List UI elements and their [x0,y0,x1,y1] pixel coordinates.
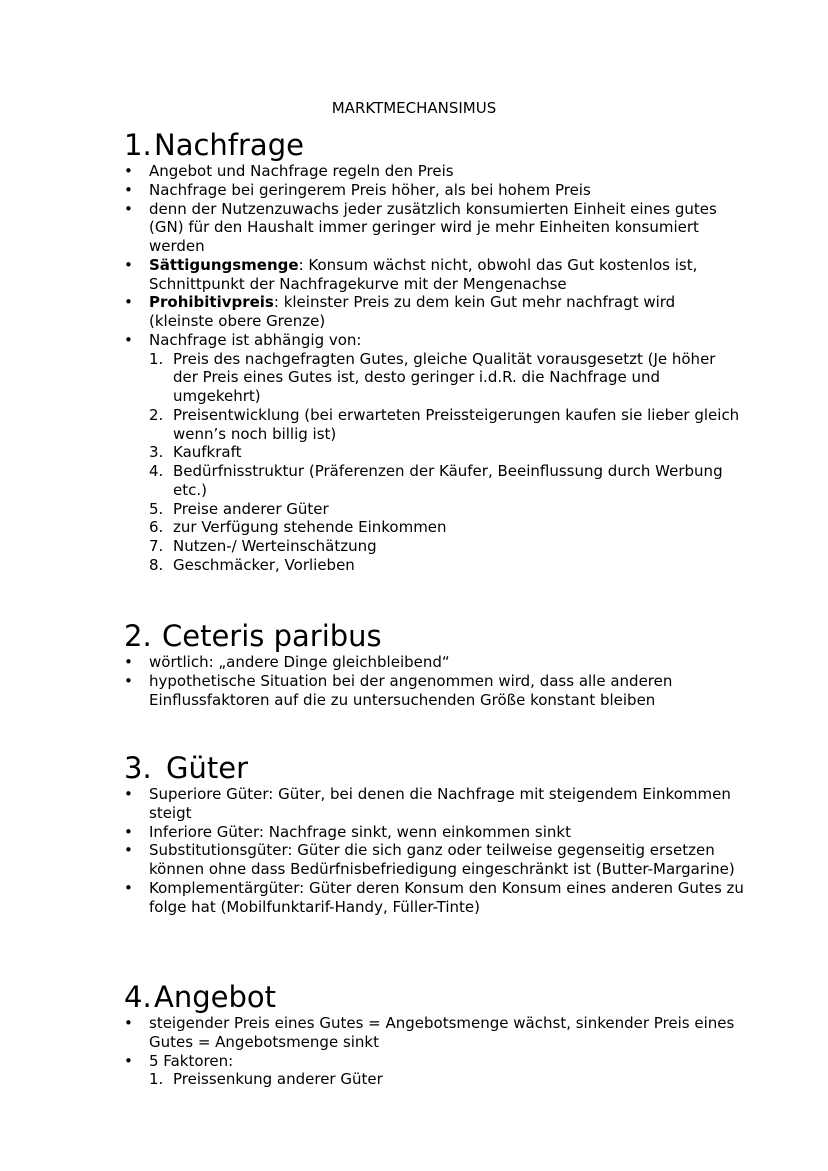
numbered-item: 7. Nutzen-/ Werteinschätzung [149,537,377,555]
list-item: • Komplementärgüter: Güter deren Konsum den Konsum eines anderen Gutes zu folge hat (Mobilfunktarif-Handy, Füller-Tinte) [124,879,744,917]
list-item: • denn der Nutzenzuwachs jeder zusätzlich konsumierten Einheit eines gutes (GN) für den Haushalt immer geringer wird je mehr Einheiten konsumiert werden [124,200,744,256]
numbered-item: 6. zur Verfügung stehende Einkommen [149,518,447,537]
section-heading: 2. Ceteris paribus [124,619,382,653]
numbered-item: 2. Preisentwicklung (bei erwarteten Preissteigerungen kaufen sie lieber gleich wenn’s noch billig ist) [149,405,740,443]
section-heading: 3. Güter [124,751,248,785]
list-item: • Prohibitivpreis: kleinster Preis zu dem kein Gut mehr nachfragt wird (kleinste obere Grenze) [124,293,744,331]
section-ceteris-paribus [124,619,744,709]
list-item: • Sättigungsmenge: Konsum wächst nicht, obwohl das Gut kostenlos ist, Schnittpunkt der Nachfragekurve mit der Mengenachse [124,256,744,294]
document-title: MARKTMECHANSIMUS [331,99,497,117]
list-item: • Nachfrage ist abhängig von: 1. Preis des nachgefragten Gutes, gleiche Qualität vorausgesetzt (Je höher der Preis eines Gutes ist, desto geringer i.d.R. die Nachfrage und umgekehrt) 2. Preisentwicklung (bei erwarteten Preissteigerungen kaufen sie lieber gleich wenn’s noch billig ist) 3. Kaufkraft 4. Bedürfnisstruktur (Präferenzen der Käufer, Beeinflussung durch Werbung etc.) 5. Preise anderer Güter 6. zur Verfügung stehende Einkommen 7. Nutzen-/ Werteinschätzung 8. Geschmäcker, Vorlieben [124,331,744,575]
section-gueter [124,751,744,916]
numbered-item: 3. Kaufkraft [149,443,242,462]
list-item: • Inferiore Güter: Nachfrage sinkt, wenn einkommen sinkt [124,823,744,842]
list-item: • wörtlich: „andere Dinge gleichbleibend“ [124,653,744,672]
section-nachfrage [124,128,744,575]
bullet-list [124,785,744,916]
bullet-list [124,653,744,709]
section-angebot [124,980,744,1089]
list-item: • 5 Faktoren: 1. Preissenkung anderer Güter [124,1052,744,1090]
bullet-list [124,162,744,575]
section-heading: 4.Angebot [124,980,276,1014]
list-item: • Superiore Güter: Güter, bei denen die Nachfrage mit steigendem Einkommen steigt [124,785,744,823]
numbered-list [149,350,744,575]
list-item: • hypothetische Situation bei der angenommen wird, dass alle anderen Einflussfaktoren auf die zu untersuchenden Größe konstant bleiben [124,672,744,710]
bullet-list [124,1014,744,1089]
list-item: • Nachfrage bei geringerem Preis höher, als bei hohem Preis [124,181,744,200]
numbered-item: 4. Bedürfnisstruktur (Präferenzen der Käufer, Beeinflussung durch Werbung etc.) [149,462,723,499]
numbered-list [149,1070,744,1089]
numbered-item: 5. Preise anderer Güter [149,499,329,518]
numbered-item: 1. Preissenkung anderer Güter [149,1070,383,1089]
numbered-item: 8. Geschmäcker, Vorlieben [149,555,355,574]
list-item: • Angebot und Nachfrage regeln den Preis [124,162,744,181]
numbered-item: 1. Preis des nachgefragten Gutes, gleiche Qualität vorausgesetzt (Je höher der Preis eines Gutes ist, desto geringer i.d.R. die Nachfrage und umgekehrt) [149,349,716,405]
list-item: • Substitutionsgüter: Güter die sich ganz oder teilweise gegenseitig ersetzen können ohne dass Bedürfnisbefriedigung eingeschränkt ist (Butter-Margarine) [124,841,744,879]
list-item: • steigender Preis eines Gutes = Angebotsmenge wächst, sinkender Preis eines Gutes = Angebotsmenge sinkt [124,1014,744,1052]
section-heading: 1.Nachfrage [124,128,304,162]
